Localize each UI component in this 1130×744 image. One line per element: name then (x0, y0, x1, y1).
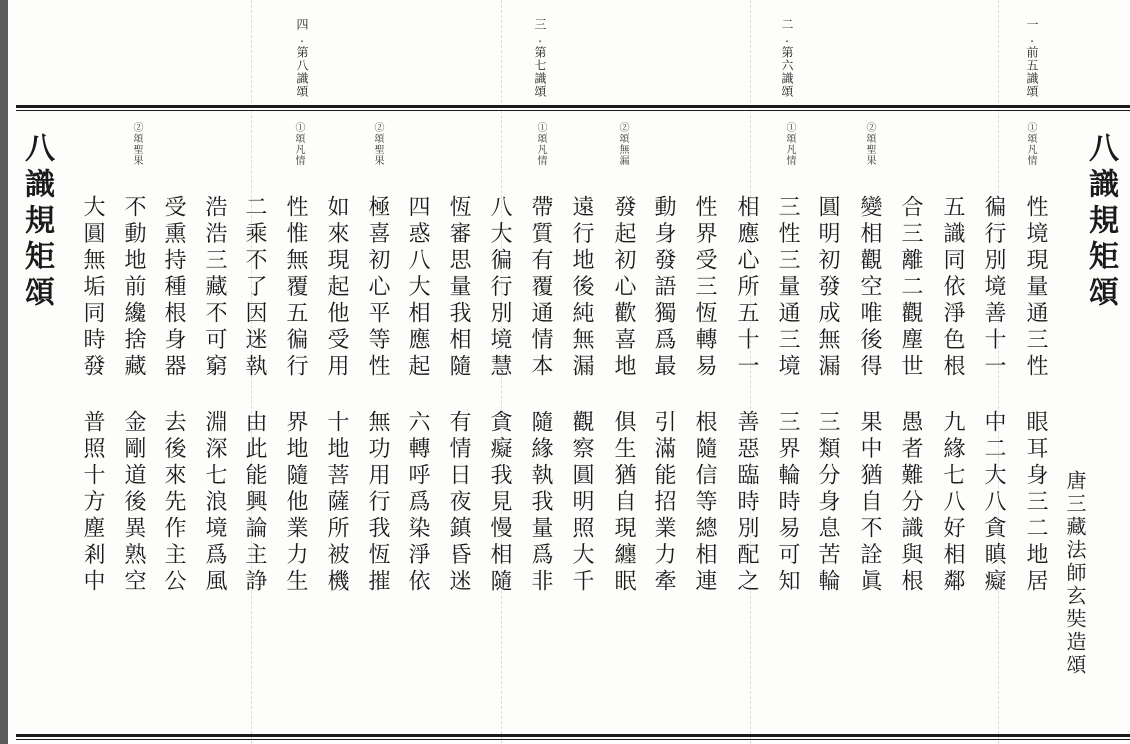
section-note: ①頌凡情 (1025, 122, 1036, 166)
verse-line-lower: 中二大八貪瞋癡 (981, 410, 1006, 596)
verse-line-lower: 眼耳身三二地居 (1023, 410, 1048, 596)
verse-line-upper: 八大徧行別境慧 (487, 195, 512, 381)
verse-line-lower: 觀察圓明照大千 (569, 410, 594, 596)
author-line: 唐三藏法師玄奘造頌 (1063, 470, 1087, 677)
scripture-page (8, 0, 1130, 744)
section-note: ①頌凡情 (293, 122, 304, 166)
verse-line-upper: 性惟無覆五徧行 (283, 195, 308, 381)
verse-line-lower: 俱生猶自現纏眠 (611, 410, 636, 596)
verse-line-upper: 恆審思量我相隨 (446, 195, 471, 381)
section-note: ②頌無漏 (617, 122, 628, 166)
verse-line-upper: 極喜初心平等性 (365, 195, 390, 381)
page-title: 八識規矩頌 (1083, 132, 1118, 312)
verse-line-lower: 無功用行我恆摧 (365, 410, 390, 596)
verse-line-upper: 性界受三恆轉易 (692, 195, 717, 381)
verse-line-upper: 五識同依淨色根 (940, 195, 965, 381)
verse-line-upper: 帶質有覆通情本 (528, 195, 553, 381)
verse-line-lower: 六轉呼爲染淨依 (405, 410, 430, 596)
verse-line-upper: 遠行地後純無漏 (569, 195, 594, 381)
verse-line-lower: 界地隨他業力生 (283, 410, 308, 596)
verse-line-upper: 三性三量通三境 (775, 195, 800, 381)
verse-line-lower: 九緣七八好相鄰 (940, 410, 965, 596)
verse-line-lower: 淵深七浪境爲風 (202, 410, 227, 596)
section-note: ②頌聖果 (372, 122, 383, 166)
section-note: ②頌聖果 (131, 122, 142, 166)
section-heading: 一.前五識頌 (1025, 18, 1039, 98)
verse-line-lower: 果中猶自不詮眞 (857, 410, 882, 596)
footer-rule (16, 734, 1130, 737)
verse-line-lower: 普照十方塵剎中 (80, 410, 105, 596)
verse-line-upper: 大圓無垢同時發 (80, 195, 105, 381)
verse-line-upper: 二乘不了因迷執 (242, 195, 267, 381)
verse-line-lower: 三界輪時易可知 (775, 410, 800, 596)
header-rule (16, 105, 1130, 108)
verse-line-lower: 愚者難分識與根 (898, 410, 923, 596)
verse-line-upper: 合三離二觀塵世 (898, 195, 923, 381)
section-note: ②頌聖果 (864, 122, 875, 166)
verse-line-upper: 圓明初發成無漏 (815, 195, 840, 381)
section-note: ①頌凡情 (535, 122, 546, 166)
verse-line-upper: 四惑八大相應起 (405, 195, 430, 381)
section-note: ①頌凡情 (784, 122, 795, 166)
verse-line-lower: 金剛道後異熟空 (121, 410, 146, 596)
verse-line-upper: 浩浩三藏不可窮 (202, 195, 227, 381)
header-rule-thin (16, 110, 1130, 111)
verse-line-upper: 受熏持種根身器 (161, 195, 186, 381)
verse-line-lower: 善惡臨時別配之 (734, 410, 759, 596)
verse-line-lower: 有情日夜鎮昏迷 (446, 410, 471, 596)
verse-line-lower: 三類分身息苦輪 (815, 410, 840, 596)
page-title-repeat: 八識規矩頌 (19, 132, 54, 312)
verse-line-lower: 去後來先作主公 (161, 410, 186, 596)
verse-line-lower: 引滿能招業力牽 (651, 410, 676, 596)
verse-line-lower: 十地菩薩所被機 (324, 410, 349, 596)
verse-line-upper: 發起初心歡喜地 (611, 195, 636, 381)
verse-line-upper: 不動地前纔捨藏 (121, 195, 146, 381)
verse-line-upper: 如來現起他受用 (324, 195, 349, 381)
section-heading: 二.第六識頌 (780, 18, 794, 98)
verse-line-upper: 性境現量通三性 (1023, 195, 1048, 381)
section-heading: 三.第七識頌 (533, 18, 547, 98)
verse-line-lower: 隨緣執我量爲非 (528, 410, 553, 596)
section-heading: 四.第八識頌 (295, 18, 309, 98)
verse-line-lower: 由此能興論主諍 (242, 410, 267, 596)
verse-line-upper: 相應心所五十一 (734, 195, 759, 381)
verse-line-lower: 根隨信等總相連 (692, 410, 717, 596)
verse-line-upper: 動身發語獨爲最 (651, 195, 676, 381)
verse-line-lower: 貪癡我見慢相隨 (487, 410, 512, 596)
footer-rule-thin (16, 739, 1130, 740)
verse-line-upper: 徧行別境善十一 (981, 195, 1006, 381)
verse-line-upper: 變相觀空唯後得 (857, 195, 882, 381)
